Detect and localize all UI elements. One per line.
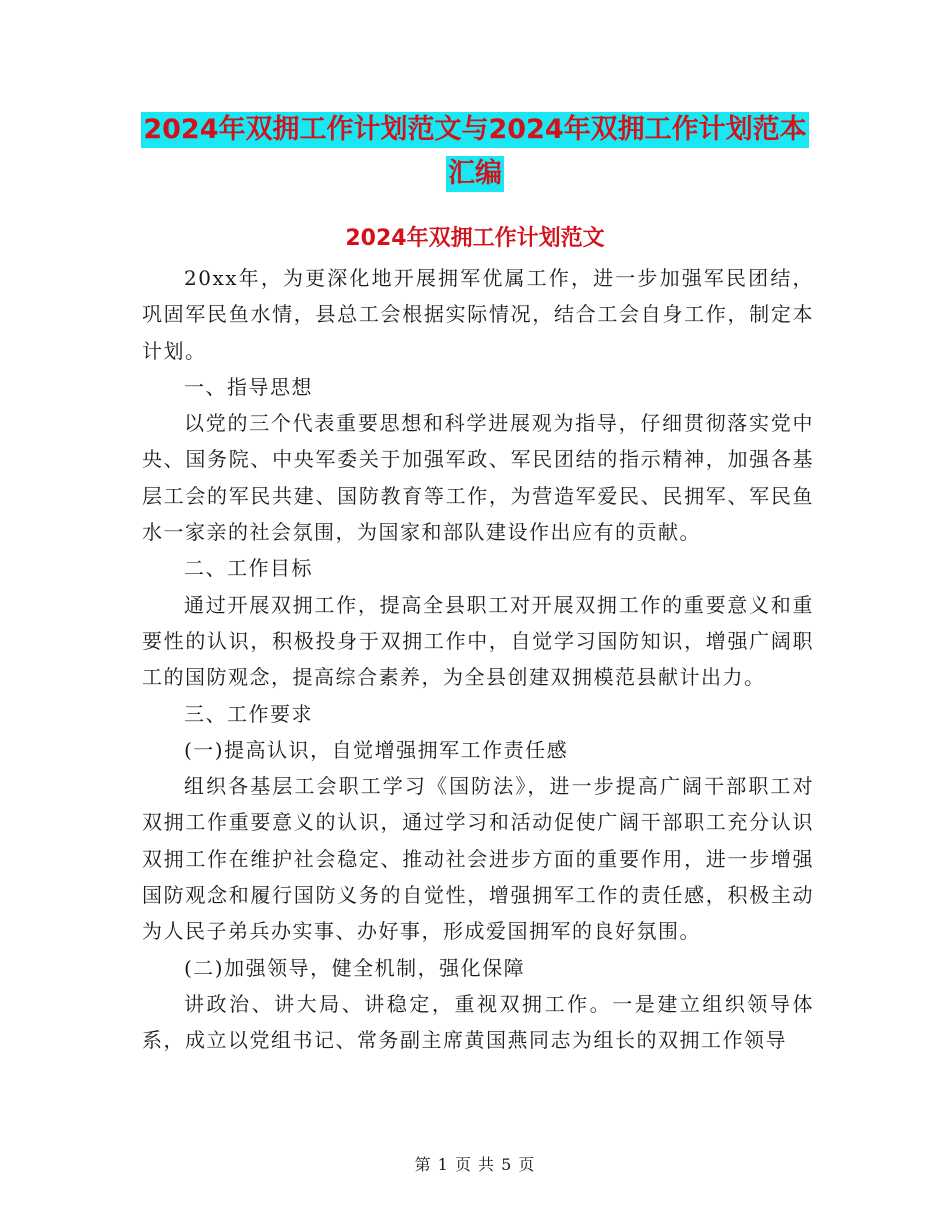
document-title-line-2: 汇编 bbox=[446, 156, 504, 192]
page-footer: 第 1 页 共 5 页 bbox=[414, 1155, 536, 1174]
paragraph-work-goals: 通过开展双拥工作，提高全县职工对开展双拥工作的重要意义和重要性的认识，积极投身于双拥工作中，自觉学习国防知识，增强广阔职工的国防观念，提高综合素养，为全县创建双拥模范县献计出力。 bbox=[142, 592, 814, 690]
document-title-line-2-wrap bbox=[0, 156, 950, 192]
subheading-strengthen-leadership: (二)加强领导，健全机制，强化保障 bbox=[184, 955, 526, 980]
subheading-raise-awareness: (一)提高认识，自觉增强拥军工作责任感 bbox=[184, 737, 569, 762]
paragraph-intro: 20xx年，为更深化地开展拥军优属工作，进一步加强军民团结，巩固军民鱼水情，县总工会根据实际情况，结合工会自身工作，制定本计划。 bbox=[142, 266, 814, 363]
section-subtitle: 2024年双拥工作计划范文 bbox=[345, 226, 605, 251]
heading-guiding-thought: 一、指导思想 bbox=[184, 374, 313, 399]
document-title-line-1: 2024年双拥工作计划范文与2024年双拥工作计划范本 bbox=[141, 112, 808, 148]
paragraph-strengthen-leadership: 讲政治、讲大局、讲稳定，重视双拥工作。一是建立组织领导体系，成立以党组书记、常务副主席黄国燕同志为组长的双拥工作领导 bbox=[142, 991, 814, 1053]
paragraph-raise-awareness: 组织各基层工会职工学习《国防法》，进一步提高广阔干部职工对双拥工作重要意义的认识，通过学习和活动促使广阔干部职工充分认识双拥工作在维护社会稳定、推动社会进步方面的重要作用，进一步增强国防观念和履行国防义务的自觉性，增强拥军工作的责任感，积极主动为人民子弟兵办实事、办好事，形成爱国拥军的良好氛围。 bbox=[142, 774, 814, 944]
document-title-line-1-wrap bbox=[0, 112, 950, 148]
document-body bbox=[142, 260, 814, 1059]
heading-work-goals: 二、工作目标 bbox=[184, 556, 313, 581]
heading-work-requirements: 三、工作要求 bbox=[184, 701, 313, 726]
paragraph-guiding-thought: 以党的三个代表重要思想和科学进展观为指导，仔细贯彻落实党中央、国务院、中央军委关于加强军政、军民团结的指示精神，加强各基层工会的军民共建、国防教育等工作，为营造军爱民、民拥军、军民鱼水一家亲的社会氛围，为国家和部队建设作出应有的贡献。 bbox=[142, 411, 814, 545]
